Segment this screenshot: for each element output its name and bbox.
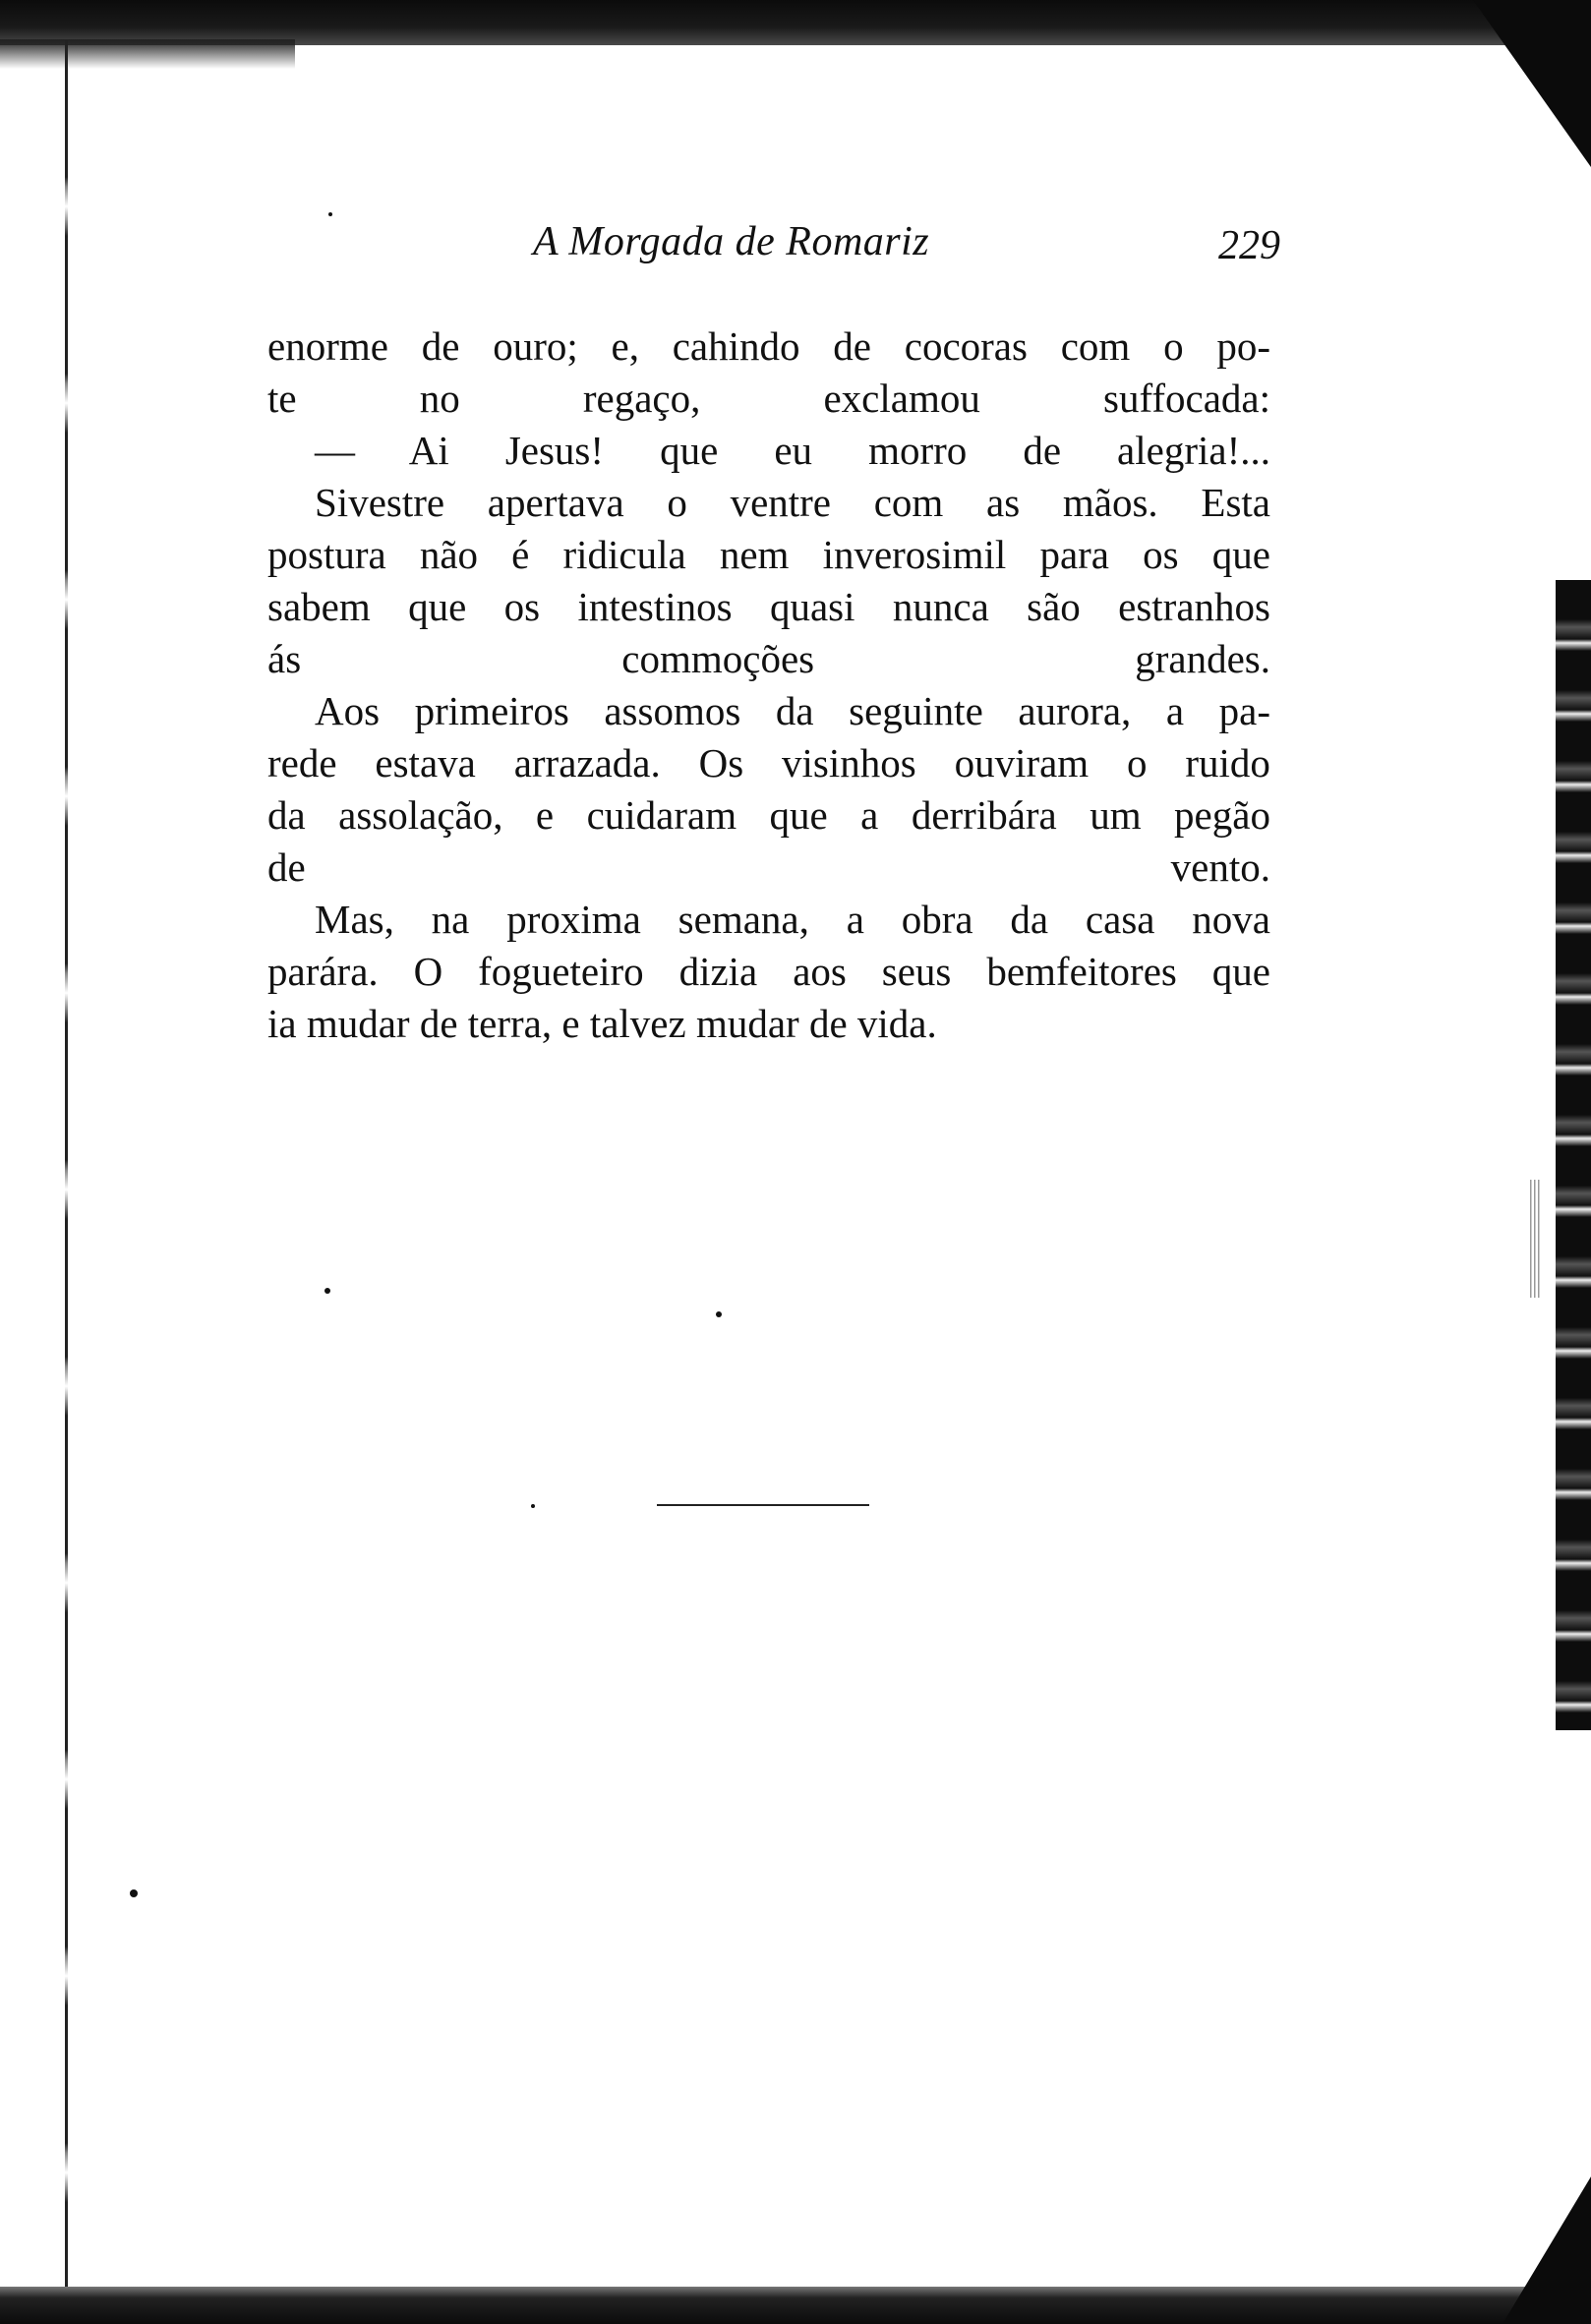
paragraph xyxy=(267,477,1270,529)
page-body xyxy=(267,320,1270,1050)
scan-page-edge-right xyxy=(1556,580,1591,1730)
running-title: A Morgada de Romariz xyxy=(533,219,930,264)
text-line: — Ai Jesus! que eu morro de alegria!... xyxy=(315,428,1270,473)
scan-speck xyxy=(130,1889,138,1897)
paragraph-continued xyxy=(267,946,1270,1050)
paragraph xyxy=(267,894,1270,946)
running-head xyxy=(267,218,1280,277)
text-line: da assolação, e cuidaram que a derribára um pegão xyxy=(267,792,1270,838)
scan-binding-edge-left xyxy=(65,39,68,2291)
scan-shadow-top-left xyxy=(0,39,295,69)
scan-border-bottom xyxy=(0,2287,1591,2324)
scan-speck xyxy=(324,1288,330,1294)
text-line: rede estava arrazada. Os visinhos ouviram o ruido xyxy=(267,740,1270,785)
paragraph-continued xyxy=(267,529,1270,685)
text-line: parára. O fogueteiro dizia aos seus bemfeitores que xyxy=(267,949,1270,994)
chapter-end-rule xyxy=(657,1504,869,1506)
scan-edge-ticks-right xyxy=(1530,1180,1540,1298)
text-line: sabem que os intestinos quasi nunca são estranhos xyxy=(267,584,1270,629)
paragraph-continued xyxy=(267,737,1270,894)
scan-corner-bottom-right xyxy=(1503,2177,1591,2324)
page-number: 229 xyxy=(1218,223,1280,268)
text-line: enorme de ouro; e, cahindo de cocoras com o po- xyxy=(267,323,1270,369)
text-line: Aos primeiros assomos da seguinte aurora, a pa- xyxy=(315,688,1270,733)
scan-corner-top-right xyxy=(1473,0,1591,167)
paragraph xyxy=(267,320,1270,425)
text-line: postura não é ridicula nem inverosimil para os que xyxy=(267,532,1270,577)
text-line: de vento. xyxy=(267,844,1270,890)
scan-speck xyxy=(531,1504,535,1508)
scan-speck xyxy=(716,1311,722,1317)
text-line: ia mudar de terra, e talvez mudar de vida. xyxy=(267,1001,937,1046)
text-line: Mas, na proxima semana, a obra da casa nova xyxy=(315,897,1270,942)
text-line: te no regaço, exclamou suffocada: xyxy=(267,376,1270,421)
scan-speck xyxy=(328,212,332,216)
paragraph xyxy=(267,685,1270,737)
paragraph-dialogue xyxy=(267,425,1270,477)
text-line: Sivestre apertava o ventre com as mãos. Esta xyxy=(315,480,1270,525)
text-line: ás commoções grandes. xyxy=(267,636,1270,681)
